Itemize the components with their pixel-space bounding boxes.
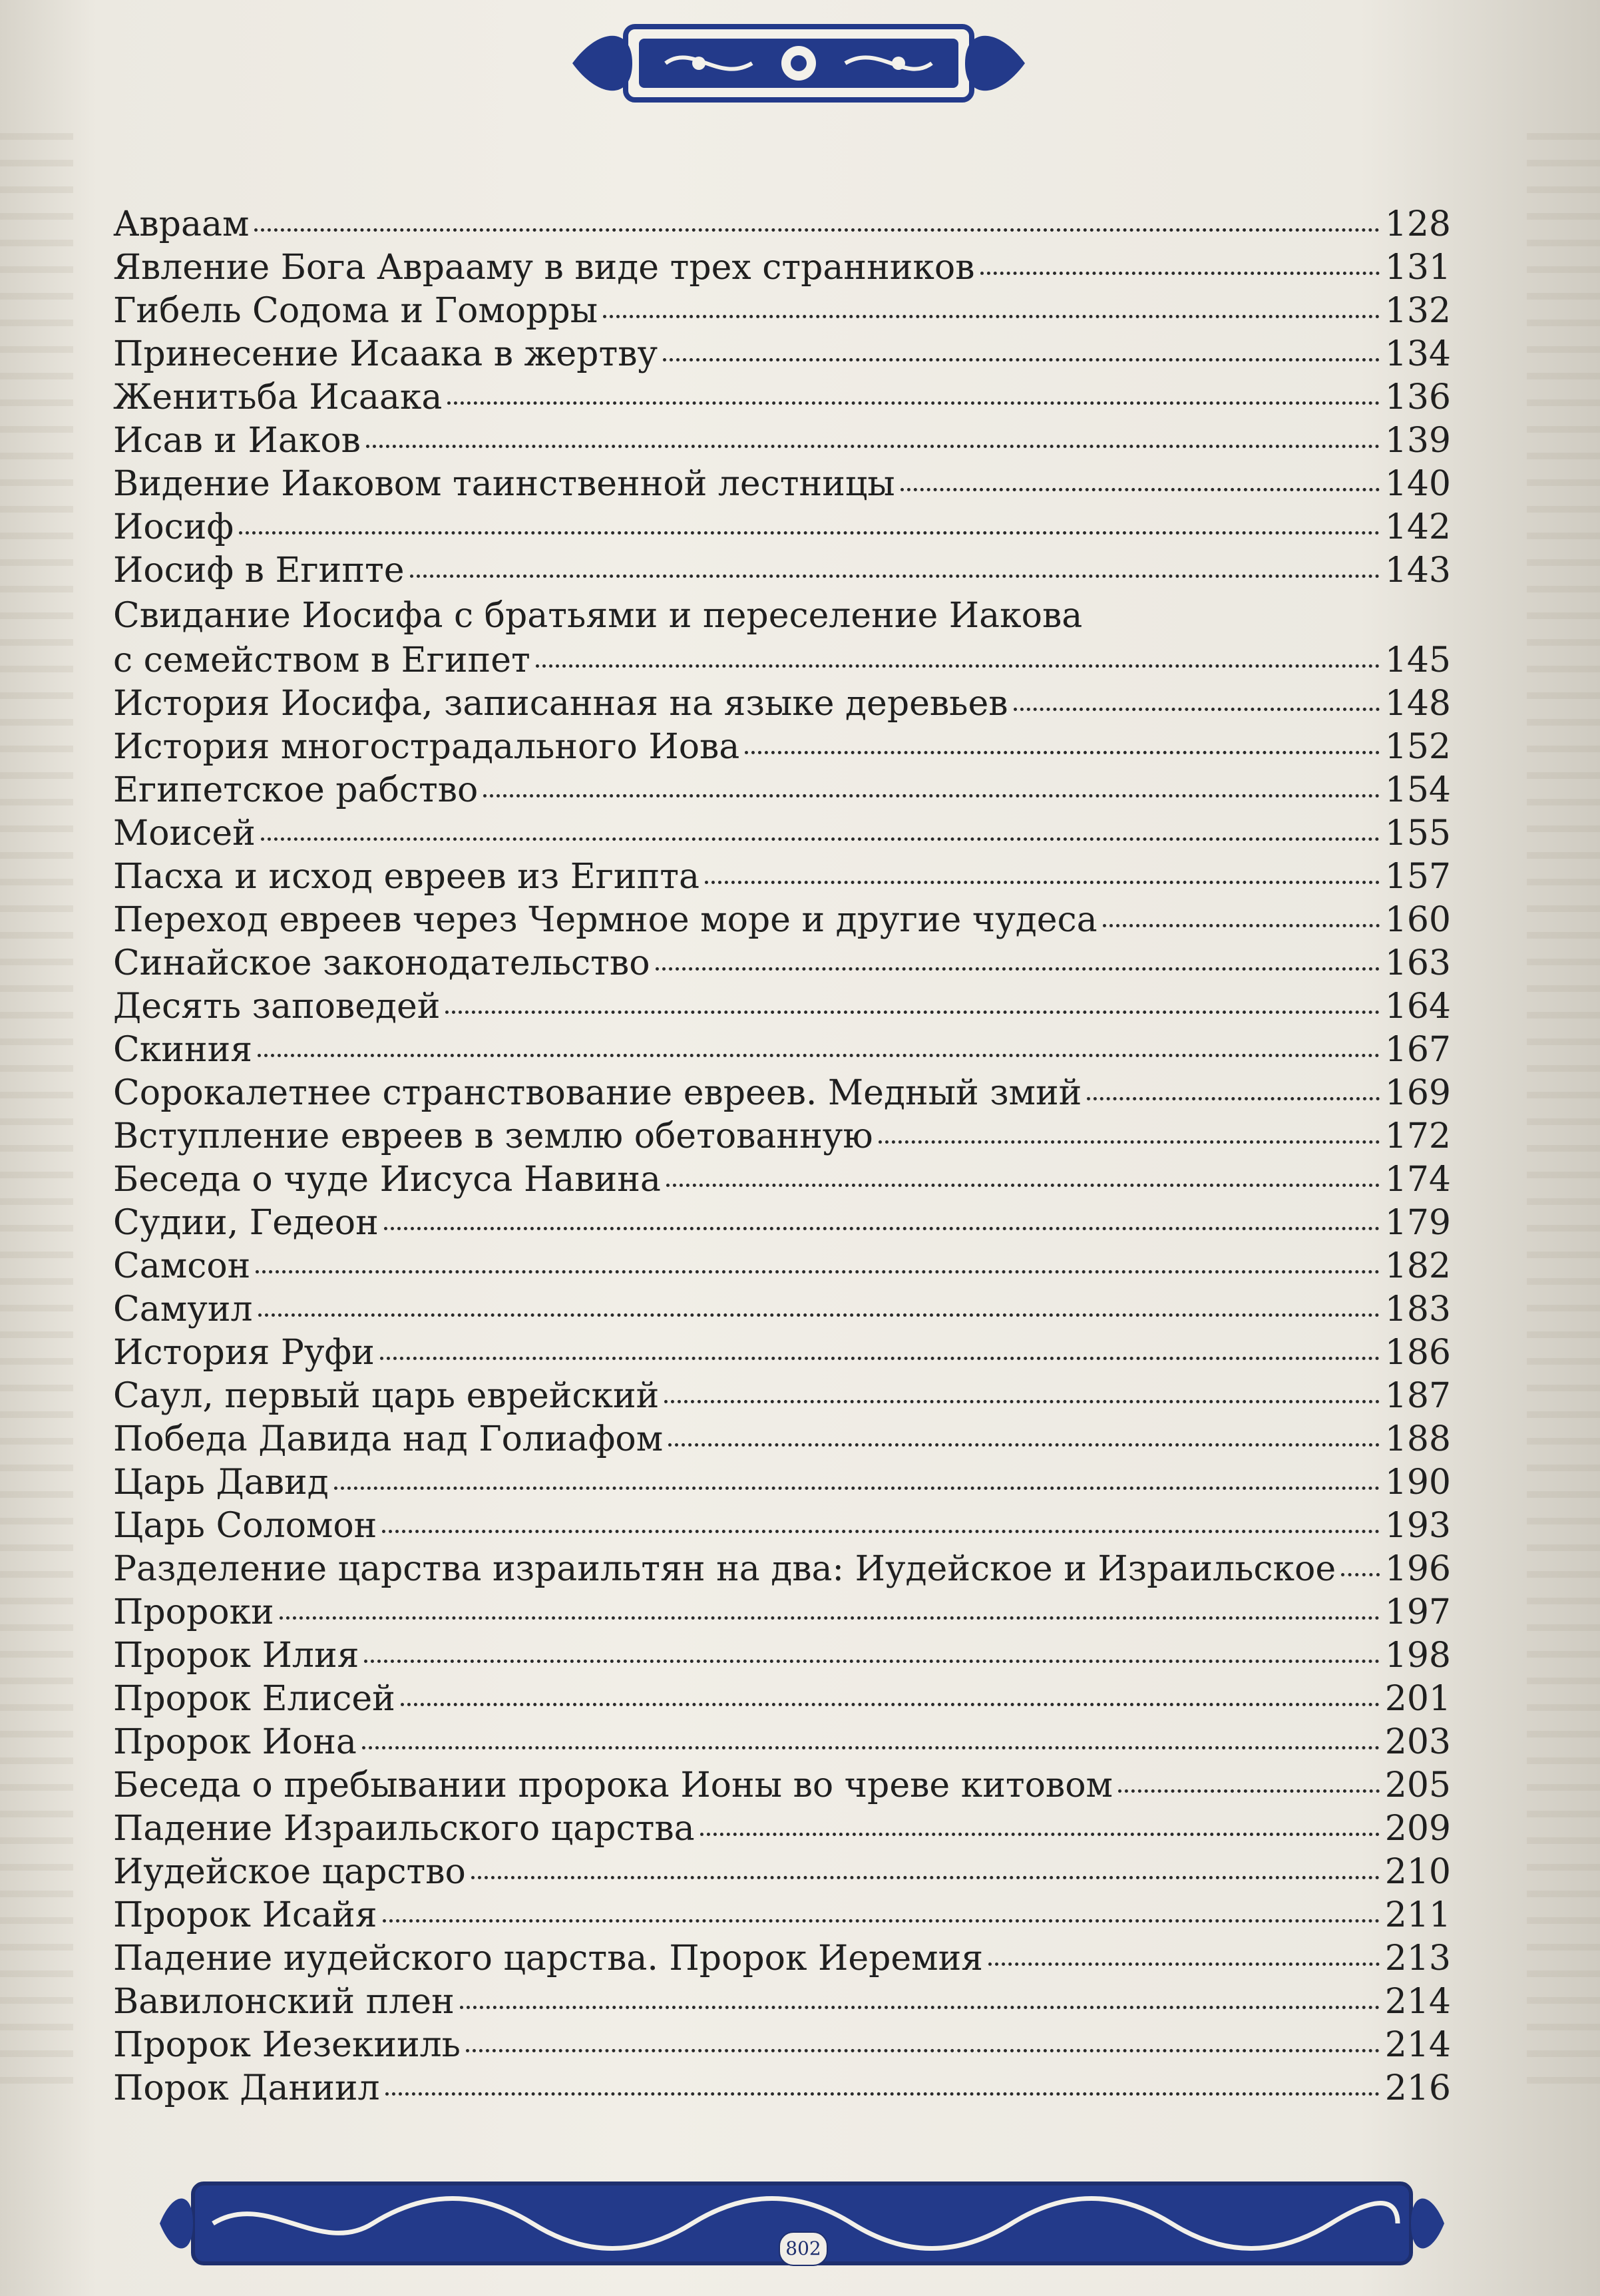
toc-entry-title: Свидание Иосифа с братьями и переселение Иакова [113, 596, 1083, 636]
dot-leader [466, 2042, 1380, 2052]
toc-entry [113, 1851, 1451, 1894]
toc-entry-page: 210 [1384, 1852, 1451, 1892]
toc-entry-page: 214 [1384, 1982, 1451, 2022]
dot-leader [384, 1220, 1380, 1230]
toc-entry [113, 1115, 1451, 1158]
dot-leader [254, 222, 1379, 232]
toc-entry [113, 639, 1451, 682]
toc-entry [113, 1202, 1451, 1245]
toc-entry-page: 213 [1384, 1939, 1451, 1978]
dot-leader [383, 1913, 1380, 1923]
dot-leader [483, 788, 1379, 798]
dot-leader [700, 1826, 1380, 1836]
dot-leader [603, 308, 1380, 318]
toc-entry-page: 174 [1384, 1160, 1451, 1200]
toc-entry [113, 855, 1451, 899]
toc-entry-page: 179 [1384, 1203, 1451, 1243]
toc-entry-title: Пророк Илия [113, 1636, 359, 1676]
dot-leader [471, 1869, 1380, 1879]
dot-leader [666, 1177, 1380, 1187]
dot-leader [334, 1480, 1380, 1490]
toc-entry-page: 182 [1384, 1246, 1451, 1286]
dot-leader [362, 1739, 1380, 1749]
toc-entry [113, 1245, 1451, 1288]
toc-entry-page: 143 [1384, 551, 1451, 590]
toc-entry-page: 142 [1384, 507, 1451, 547]
toc-entry-page: 172 [1384, 1116, 1451, 1156]
dot-leader [258, 1047, 1380, 1057]
toc-entry-page: 136 [1384, 377, 1451, 417]
dot-leader [656, 961, 1380, 971]
dot-leader [410, 568, 1380, 578]
dot-leader [705, 874, 1380, 884]
toc-entry-title: Пророки [113, 1592, 274, 1632]
dot-leader [460, 1999, 1380, 2009]
toc-entry [113, 290, 1451, 333]
dot-leader [258, 1307, 1380, 1317]
toc-entry [113, 1764, 1451, 1807]
dot-leader [239, 525, 1380, 535]
dot-leader [1341, 1566, 1380, 1576]
toc-entry-page: 163 [1384, 943, 1451, 983]
toc-entry-title: Победа Давида над Голиафом [113, 1419, 664, 1459]
toc-entry-title: Явление Бога Аврааму в виде трех странников [113, 248, 975, 288]
toc-entry-title: Царь Давид [113, 1463, 329, 1502]
toc-entry-title: Принесение Исаака в жертву [113, 334, 658, 374]
toc-entry-title: Авраам [113, 204, 250, 244]
toc-entry-title: Падение иудейского царства. Пророк Иеремия [113, 1939, 984, 1978]
toc-entry [113, 726, 1451, 769]
toc-entry [113, 1807, 1451, 1851]
toc-entry [113, 1158, 1451, 1202]
toc-entry [113, 1894, 1451, 1937]
toc-entry [113, 1461, 1451, 1504]
toc-entry-title: Переход евреев через Чермное море и другие чудеса [113, 900, 1098, 940]
toc-entry-page: 131 [1384, 248, 1451, 288]
dot-leader [447, 395, 1379, 405]
toc-entry-page: 183 [1384, 1289, 1451, 1329]
toc-entry-title: Синайское законодательство [113, 943, 650, 983]
toc-entry [113, 1634, 1451, 1678]
toc-entry-page: 154 [1384, 770, 1451, 810]
toc-entry-title: Пророк Елисей [113, 1679, 395, 1719]
dot-leader [1103, 917, 1380, 927]
toc-entry-title: Видение Иаковом таинственной лестницы [113, 464, 895, 504]
left-margin-ornament [0, 133, 73, 2096]
toc-entry-title: Пасха и исход евреев из Египта [113, 857, 700, 897]
dot-leader [988, 1956, 1380, 1966]
toc-entry-title: История Иосифа, записанная на языке деревьев [113, 684, 1008, 724]
toc-entry-page: 169 [1384, 1073, 1451, 1113]
toc-entry [113, 812, 1451, 855]
toc-entry-page: 193 [1384, 1506, 1451, 1546]
toc-entry-page: 140 [1384, 464, 1451, 504]
toc-entry [113, 985, 1451, 1029]
toc-entry [113, 1375, 1451, 1418]
floral-footer-ornament-icon [160, 2164, 1444, 2296]
toc-entry-page: 205 [1384, 1765, 1451, 1805]
toc-entry-page: 167 [1384, 1030, 1451, 1070]
toc-entry [113, 1980, 1451, 2024]
dot-leader [445, 1004, 1379, 1014]
toc-entry-page: 211 [1384, 1895, 1451, 1935]
toc-entry-title: Моисей [113, 813, 256, 853]
toc-entry-page: 201 [1384, 1679, 1451, 1719]
toc-entry [113, 246, 1451, 290]
toc-entry-title-continued: с семейством в Египет [113, 640, 530, 680]
toc-entry-title: Беседа о чуде Иисуса Навина [113, 1160, 661, 1200]
toc-entry [113, 1072, 1451, 1115]
toc-entry-title: Пророк Иона [113, 1722, 357, 1762]
dot-leader [1087, 1090, 1379, 1100]
toc-entry-page: 186 [1384, 1333, 1451, 1373]
toc-entry [113, 1721, 1451, 1764]
toc-entry-line1 [113, 592, 1451, 639]
toc-entry [113, 899, 1451, 942]
toc-entry-page: 152 [1384, 727, 1451, 767]
toc-entry-title: История Руфи [113, 1333, 375, 1373]
toc-entry-page: 155 [1384, 813, 1451, 853]
toc-entry-title: Десять заповедей [113, 987, 441, 1027]
toc-entry-title: Судии, Гедеон [113, 1203, 379, 1243]
toc-entry-title: Сорокалетнее странствование евреев. Медный змий [113, 1073, 1082, 1113]
toc-entry-title: Вавилонский плен [113, 1982, 455, 2022]
toc-entry-page: 214 [1384, 2025, 1451, 2065]
toc-entry-page: 132 [1384, 291, 1451, 331]
toc-entry-page: 190 [1384, 1463, 1451, 1502]
dot-leader [536, 658, 1380, 668]
toc-entry-page: 203 [1384, 1722, 1451, 1762]
toc-entry [113, 1331, 1451, 1375]
toc-entry-page: 148 [1384, 684, 1451, 724]
toc-entry [113, 549, 1451, 592]
toc-entry-title: Беседа о пребывании пророка Ионы во чреве китовом [113, 1765, 1113, 1805]
toc-entry-page: 197 [1384, 1592, 1451, 1632]
toc-entry [113, 2067, 1451, 2110]
toc-entry-page: 128 [1384, 204, 1451, 244]
dot-leader [664, 1393, 1379, 1403]
dot-leader [366, 438, 1380, 448]
toc-entry-title: Пророк Исайя [113, 1895, 377, 1935]
toc-entry-title: История многострадального Иова [113, 727, 740, 767]
dot-leader [668, 1437, 1380, 1447]
toc-entry-title: Исав и Иаков [113, 421, 361, 461]
dot-leader [663, 351, 1380, 361]
dot-leader [364, 1653, 1379, 1663]
toc-entry [113, 376, 1451, 419]
toc-entry-page: 188 [1384, 1419, 1451, 1459]
toc-entry [113, 203, 1451, 246]
toc-entry [113, 463, 1451, 506]
toc-entry-page: 209 [1384, 1809, 1451, 1849]
toc-entry-title: Скиния [113, 1030, 253, 1070]
toc-entry [113, 506, 1451, 549]
toc-entry-title: Царь Соломон [113, 1506, 377, 1546]
toc-entry-title: Разделение царства израильтян на два: Иудейское и Израильское [113, 1549, 1336, 1589]
toc-entry-page: 139 [1384, 421, 1451, 461]
toc-entry-title: Иосиф [113, 507, 234, 547]
dot-leader [1118, 1783, 1380, 1793]
toc-entry [113, 769, 1451, 812]
toc-entry-title: Пророк Иезекииль [113, 2025, 461, 2065]
dot-leader [745, 744, 1379, 754]
dot-leader [256, 1263, 1379, 1273]
toc-entry-title: Порок Даниил [113, 2068, 380, 2108]
toc-entry [113, 1418, 1451, 1461]
toc-entry-page: 160 [1384, 900, 1451, 940]
toc-entry [113, 1937, 1451, 1980]
dot-leader [1014, 701, 1380, 711]
toc-entry-title: Самсон [113, 1246, 251, 1286]
toc-entry-title: Падение Израильского царства [113, 1809, 695, 1849]
toc-entry [113, 1548, 1451, 1591]
toc-entry-page: 145 [1384, 640, 1451, 680]
toc-entry [113, 1504, 1451, 1548]
dot-leader [401, 1696, 1380, 1706]
toc-entry [113, 1678, 1451, 1721]
toc-entry-title: Иудейское царство [113, 1852, 466, 1892]
dot-leader [879, 1134, 1380, 1144]
dot-leader [385, 2086, 1380, 2096]
toc-entry-page: 134 [1384, 334, 1451, 374]
toc-entry [113, 333, 1451, 376]
toc-entry [113, 942, 1451, 985]
toc-entry-page: 196 [1384, 1549, 1451, 1589]
toc-entry [113, 419, 1451, 463]
toc-entry [113, 682, 1451, 726]
toc-entry-page: 187 [1384, 1376, 1451, 1416]
page-number: 802 [779, 2231, 828, 2266]
toc-entry-title: Гибель Содома и Гоморры [113, 291, 598, 331]
toc-entry-page: 157 [1384, 857, 1451, 897]
dot-leader [380, 1350, 1380, 1360]
toc-entry-title: Женитьба Исаака [113, 377, 443, 417]
right-margin-ornament [1527, 133, 1600, 2096]
dot-leader [261, 831, 1380, 841]
toc-entry-page: 164 [1384, 987, 1451, 1027]
toc-entry-title: Саул, первый царь еврейский [113, 1376, 660, 1416]
table-of-contents [113, 203, 1451, 2110]
toc-entry [113, 1029, 1451, 1072]
toc-entry-title: Египетское рабство [113, 770, 479, 810]
dot-leader [280, 1610, 1380, 1620]
dot-leader [980, 265, 1380, 275]
toc-entry [113, 1288, 1451, 1331]
toc-entry-page: 198 [1384, 1636, 1451, 1676]
dot-leader [382, 1523, 1379, 1533]
toc-entry-title: Вступление евреев в землю обетованную [113, 1116, 873, 1156]
toc-entry-page: 216 [1384, 2068, 1451, 2108]
toc-entry-title: Иосиф в Египте [113, 551, 405, 590]
toc-entry-title: Самуил [113, 1289, 253, 1329]
toc-entry [113, 2024, 1451, 2067]
floral-header-ornament-icon [532, 0, 1065, 133]
dot-leader [900, 481, 1380, 491]
toc-entry [113, 1591, 1451, 1634]
